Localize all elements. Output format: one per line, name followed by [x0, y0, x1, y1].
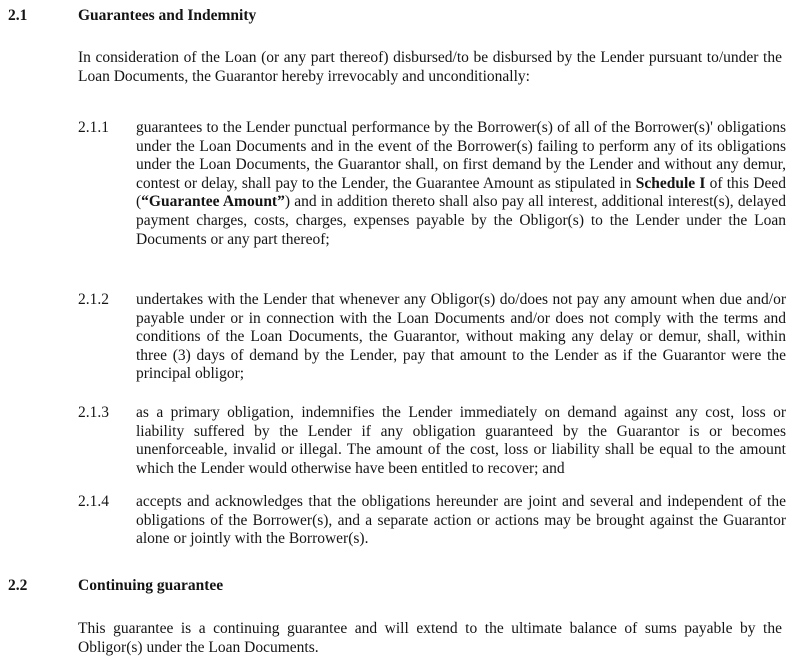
clause-text-part: ) and in addition thereto shall also pay all interest, additional interest(s), delayed payment charges, costs, charges, expenses payable by the Obligor(s) to the Lender under the Loan Documents or any part thereof; — [136, 193, 787, 248]
clause-text — [136, 119, 786, 249]
section-intro-2-1: In consideration of the Loan (or any part thereof) disbursed/to be disbursed by the Lender pursuant to/under the Loan Documents, the Guarantor hereby irrevocably and unconditionally: — [78, 49, 782, 85]
section-number: 2.1 — [8, 7, 28, 24]
section-number: 2.2 — [8, 577, 28, 594]
section-title: Guarantees and Indemnity — [78, 7, 257, 24]
clause-number: 2.1.2 — [78, 291, 109, 308]
section-title: Continuing guarantee — [78, 577, 224, 594]
clause-text: accepts and acknowledges that the obligations hereunder are joint and several and independent of the obligations of the Borrower(s), and a separate action or actions may be brought against the Guarantor alone or jointly with the Borrower(s). — [136, 493, 786, 548]
defined-term: “Guarantee Amount” — [141, 193, 285, 211]
clause-number: 2.1.4 — [78, 493, 109, 510]
clause-text: undertakes with the Lender that whenever any Obligor(s) do/does not pay any amount when due and/or payable under or in connection with the Loan Documents and/or does not comply with the terms and conditions of the Loan Documents, the Guarantor, without making any delay or demur, shall, within three (3) days of demand by the Lender, pay that amount to the Lender as if the Guarantor were the principal obligor; — [136, 291, 786, 383]
clause-text-part: guarantees to the Lender punctual performance by the Borrower(s) of all of the Borrower(s)' obligations under the Loan Documents and in the event of the Borrower(s) failing to perform any of its obligations under the Loan Documents, the Guarantor shall, on first demand by the Lender and without any demur, contest or delay, shall pay to the Lender, the Guarantee Amount as stipulated in — [136, 119, 786, 192]
clause-text-part: of this Deed ( — [136, 174, 786, 211]
clause-text: as a primary obligation, indemnifies the Lender immediately on demand against any cost, loss or liability suffered by the Lender if any obligation guaranteed by the Guarantor is or becomes unenforceable, invalid or illegal. The amount of the cost, loss or liability shall be equal to the amount which the Lender would otherwise have been entitled to recover; and — [136, 404, 786, 477]
clause-number: 2.1.1 — [78, 119, 109, 136]
section-intro-2-2: This guarantee is a continuing guarantee and will extend to the ultimate balance of sums payable by the Obligor(s) under the Loan Documents. — [78, 620, 782, 656]
clause-number: 2.1.3 — [78, 404, 109, 421]
schedule-reference: Schedule I — [635, 174, 706, 192]
